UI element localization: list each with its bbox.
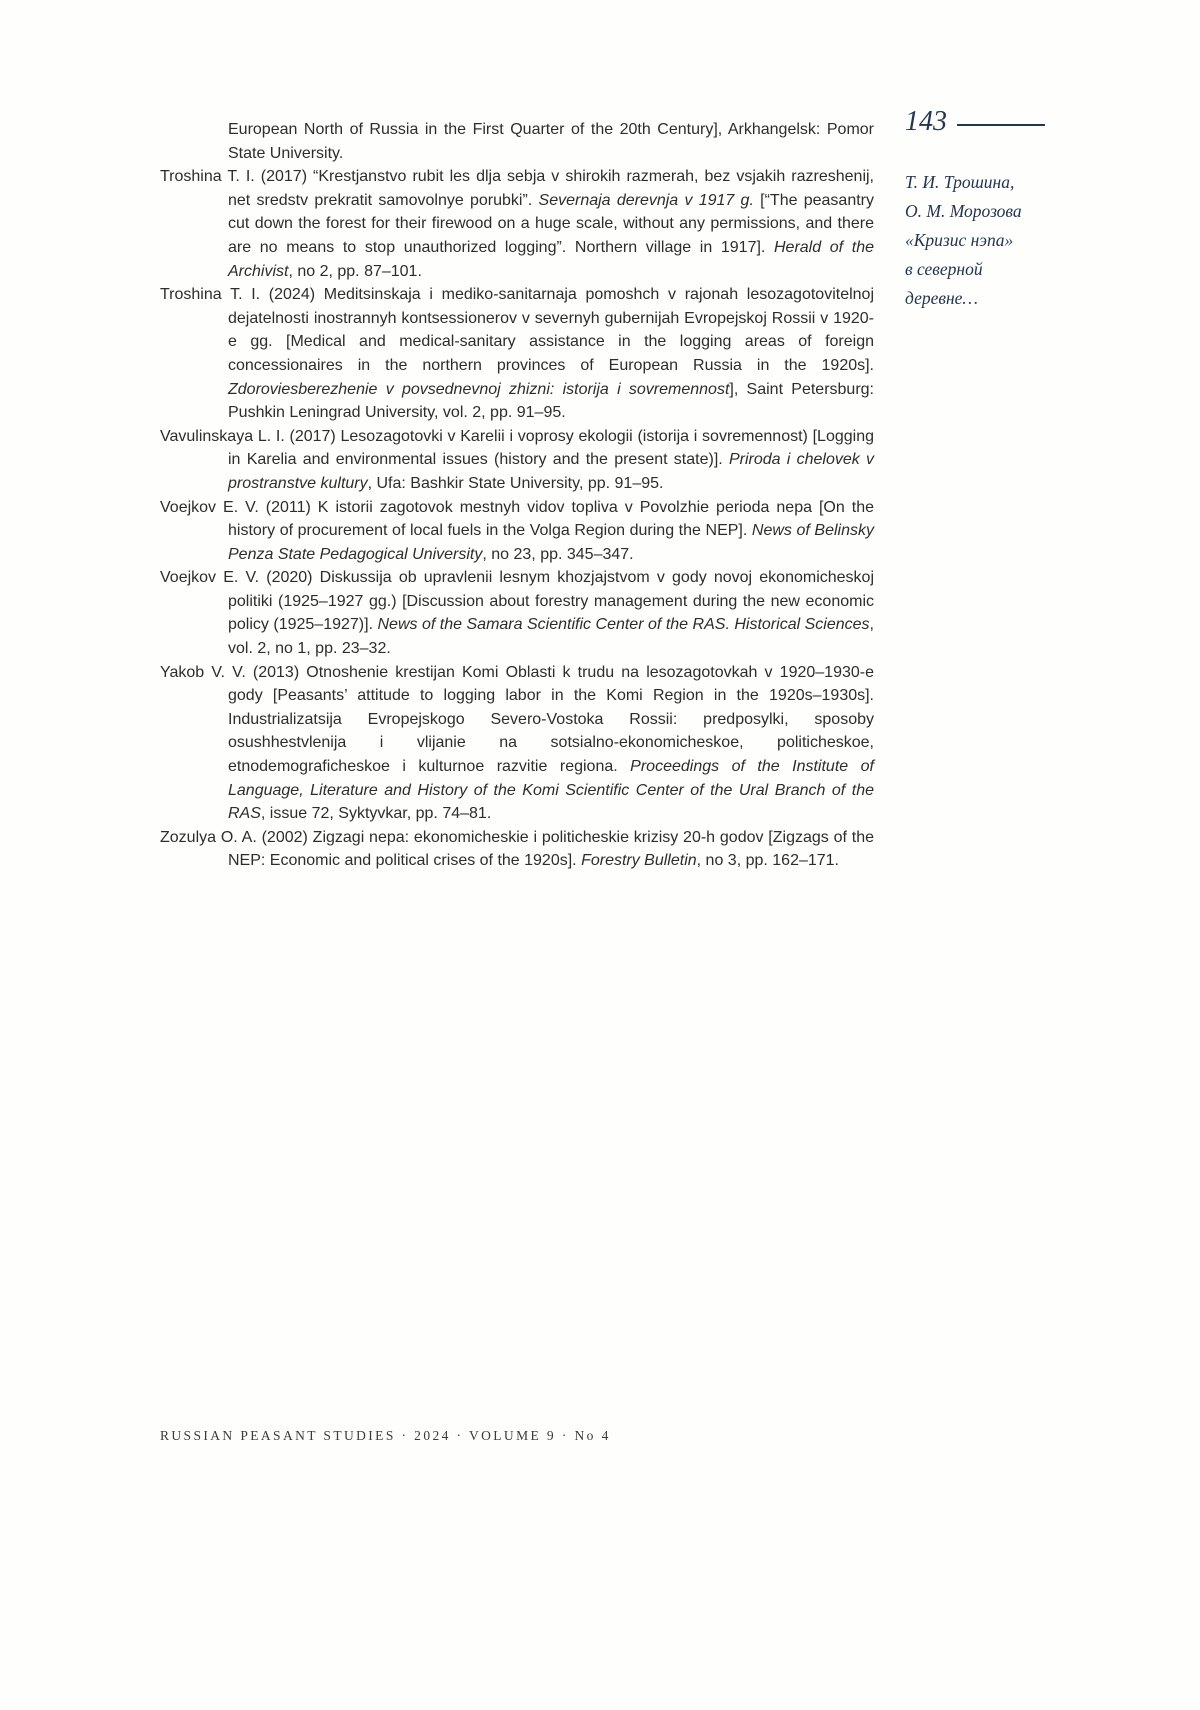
reference-text: Voejkov E. V. (2011) K istorii zagotovok mestnyh vidov topliva v Povolzhie perioda nepa [On the history of procurement of local fuels in the Volga Region during the NEP].	[160, 498, 874, 540]
reference-entry	[160, 496, 874, 567]
reference-entry	[160, 118, 874, 165]
reference-entry	[160, 425, 874, 496]
reference-text: , no 23, pp. 345–347.	[482, 545, 634, 563]
reference-text: , issue 72, Syktyvkar, pp. 74–81.	[260, 805, 492, 823]
reference-text: , no 2, pp. 87–101.	[288, 262, 422, 280]
margin-note-line: «Кризис нэпа»	[905, 230, 1014, 250]
reference-entry	[160, 661, 874, 826]
header-rule	[957, 124, 1045, 126]
reference-text: ], Saint Petersburg: Pushkin Leningrad University, vol. 2, pp. 91–95.	[228, 380, 874, 422]
reference-title-italic: News of the Samara Scientific Center of the RAS. Historical Sciences	[377, 616, 870, 634]
reference-text: Yakob V. V. (2013) Otnoshenie krestijan Komi Oblasti k trudu na lesozagotovkah v 1920–1930-e gody [Peasants’ attitude to logging labor in the Komi Region in the 1920s–1930s]. Industrializatsija Evropejskogo Severo-Vostoka Rossii: predposylki, sposoby osushhestvlenija i vlijanie na sotsialno-ekonomicheskoe, politicheskoe, etnodemograficheskoe i kulturnoe razvitie regiona.	[160, 663, 874, 776]
reference-text: European North of Russia in the First Quarter of the 20th Century], Arkhangelsk: Pomor State University.	[228, 121, 874, 162]
reference-title-italic: Zdoroviesberezhenie v povsednevnoj zhizni: istorija i sovremennost	[228, 380, 730, 398]
reference-title-italic: News of Belinsky Penza State Pedagogical University	[228, 522, 874, 563]
margin-note-line: Т. И. Трошина,	[905, 172, 1015, 192]
reference-entry	[160, 283, 874, 425]
reference-title-italic: Priroda i chelovek v prostranstve kultury	[228, 451, 874, 492]
reference-entry	[160, 165, 874, 283]
reference-title-italic: Herald of the Archivist	[228, 238, 874, 280]
reference-title-italic: Severnaja derevnja v 1917 g.	[538, 191, 754, 209]
margin-note-line: О. М. Морозова	[905, 201, 1022, 221]
margin-note-line: деревне…	[905, 288, 978, 308]
reference-text: Zozulya O. A. (2002) Zigzagi nepa: ekonomicheskie i politicheskie krizisy 20-h godov [Zigzags of the NEP: Economic and political crises of the 1920s].	[160, 828, 874, 870]
reference-text: , no 3, pp. 162–171.	[696, 852, 839, 870]
reference-text: [“The peasantry cut down the forest for their firewood on a huge scale, without any permissions, and there are no means to stop unauthorized logging”. Northern village in 1917].	[228, 191, 875, 256]
reference-entry	[160, 566, 874, 660]
margin-note-line: в северной	[905, 259, 983, 279]
reference-entry	[160, 826, 874, 873]
reference-title-italic: Proceedings of the Institute of Language, Literature and History of the Komi Scientific Center of the Ural Branch of the RAS	[228, 758, 875, 823]
reference-text: , Ufa: Bashkir State University, pp. 91–95.	[367, 474, 664, 492]
journal-footer: RUSSIAN PEASANT STUDIES · 2024 · VOLUME 9 · No 4	[160, 1428, 611, 1443]
references-list	[160, 118, 874, 873]
reference-title-italic: Forestry Bulletin	[581, 852, 697, 870]
reference-text: Troshina T. I. (2024) Meditsinskaja i mediko-sanitarnaja pomoshch v rajonah lesozagotovitelnoj dejatelnosti inostrannyh kontsessionerov v severnyh gubernijah Evropejskoj Rossii v 1920-e gg. [Medical and medical-sanitary assistance in the logging areas of foreign concessionaires in the northern provinces of European Russia in the 1920s].	[160, 286, 874, 374]
reference-text: Troshina T. I. (2017) “Krestjanstvo rubit les dlja sebja v shirokih razmerah, bez vsjakih razreshenij, net sredstv prekratit samovolnye porubki”.	[160, 168, 874, 209]
margin-note	[905, 168, 1075, 313]
reference-text: Vavulinskaya L. I. (2017) Lesozagotovki v Karelii i voprosy ekologii (istorija i sovremennost) [Logging in Karelia and environmental issues (history and the present state)].	[160, 427, 874, 469]
reference-text: , vol. 2, no 1, pp. 23–32.	[228, 616, 874, 658]
reference-text: Voejkov E. V. (2020) Diskussija ob upravlenii lesnym khozjajstvom v gody novoj ekonomicheskoj politiki (1925–1927 gg.) [Discussion about forestry management during the new economic policy (1925–1927)].	[160, 569, 874, 634]
page-header	[905, 108, 1045, 136]
page-number: 143	[905, 106, 947, 137]
